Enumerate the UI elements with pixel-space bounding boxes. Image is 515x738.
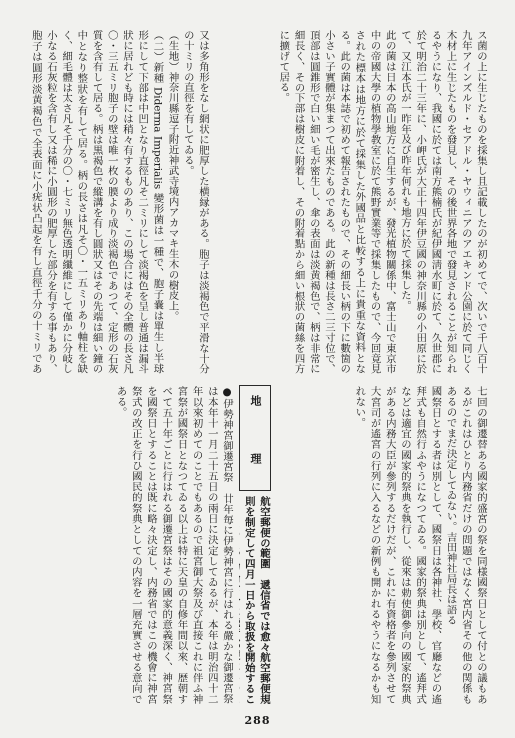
paragraph: 國祭日とする者は別として、國祭日は各神社、學校、官廳などの遙拜式も自然行ふやうになつてゐる。國家的祭典は別として、遙拜式などは適宜の國家的祭典を執行し、從來は勅使御參向の國家的祭典がある内務大臣が參列するだけだが、これに有資格者を參列させて大宮司が遙宮の行列に入るなどの新例も開かれるやうになるかも知れない。: [353, 386, 442, 704]
text-column-lower-right: [276, 386, 488, 704]
paragraph: 七回の御遷替ある國家的盛宮の祭を同様國祭日として付との議もあるがこれはひとり内務省だけの問題ではなく宮内省その他の関係もあるのでまだ決定してゐない。吉田神社局長は語る: [444, 386, 487, 704]
paragraph: 航空郵便の範圍 遞信省では愈々航空郵便規則を制定して四月一日から取扱を開始するこ: [242, 496, 270, 704]
paragraph: ス菌の上に生じたものを採集し且記載したのが初めてで、次いで千八百十九年アインズルド・セアドル・ヤウィニアのアエキンド公園に於て同じく木材上に生じたものを發見し、その後世界各地で發見されることが知られるやうになり、我國に於ては南方熊楠氏が紀伊國淸水町に於て、久世郡に於て明治二十三年に、小岬氏が大正十四年伊豆國の神奈川縣の小田原に於て、又江本氏が一昨年及び昨年何れも地方に於て採集した。: [398, 30, 487, 374]
section-heading-geography: 地 理: [239, 385, 271, 491]
text-column-below-heading: [239, 496, 271, 704]
paragraph: 又は多角形をなし網状に肥厚した横縁がある。胞子は淡褐色で平滑な十分の十ミリの直徑を有してゐる。: [181, 30, 209, 374]
paragraph: 此の菌は日本の高山地方に自生するが、發光植物關係中、富士山で東京市中の帝國大學の植物學教室に於て熊野實業等で採集したもので、今回竟見された標本は地方に於て採集した外國品と比較する上に貴重な資料となる。此の菌は本誌で初めて報告されたもので、その細長い柄の下に數箇の小さい子實體が集まつて出來たものである。此の新種は長さ二三寸位で、頂部は圓錐形で白い細い毛が密生し、傘の表面は淡黄褐色で、柄は非常に細長く、その下部は樹皮に附着し、その附着點から細い根狀の菌絲を四方に擴げて居る。: [277, 30, 396, 374]
page-number: 288: [244, 714, 271, 727]
paragraph: （二）新種 Diderma Imperialis 變形菌は一種で、胞子嚢は單生し半球形にして下部は中凹となり直徑凡そ二ミリにして淡褐色を呈し普通は漏斗狀に居れども時には稍々有するものあり、この場合にはその全體の長さ凡〇・三五ミリ胞子の壁は唯一枚の膜より成り淡褐色であつて、定形の石灰質を含有して居る。柄は黒褐色で縱溝を有し圓狀又はその先端は細い鐘の中となり整狀を有して居る。柄の長さは凡そ〇・一五ミリあり軸柱を缺く、細毛體は太さ凡そ千分の〇・七ミリ無色透明纖維にして僅かに分岐し小なる石灰粒を含有し又は稀に小圓形の肥厚した部分を有する事もあり、胞子は圓形淡黄褐色で全表面に小疣状凸起を有し直徑千分の十ミリであ: [29, 30, 164, 374]
text-column-upper-middle: [28, 386, 234, 704]
text-column-upper-left: [28, 30, 210, 374]
paragraph: ●伊勢神宮御遷宮祭 廿年毎に伊勢神宮に行はれる嚴かな御遷宮祭は本年十一月二十五日の兩日に決定してゐるが、本年は明治四十二年以來初めてのことでもあるので祖宮御大祭及び直接これに伴ふ神宮祭が國祭日となつてゐる以上は特に天皇の自修年間以來、歴朝すべて五十年ごとに行はれる御遷宮祭はその國家的意義深く、神宮祭を國祭日とすることは既に略々決定し、内務省ではこの機會に神宮祭式の改正を行ひ國民的祭典としての内容を一層充實させる意向である。: [114, 386, 233, 704]
text-column-upper-right: [214, 30, 488, 374]
paragraph: （生地）神奈川縣逗子附近神武寺境内アカマキ生木の樹皮上。: [166, 30, 179, 322]
